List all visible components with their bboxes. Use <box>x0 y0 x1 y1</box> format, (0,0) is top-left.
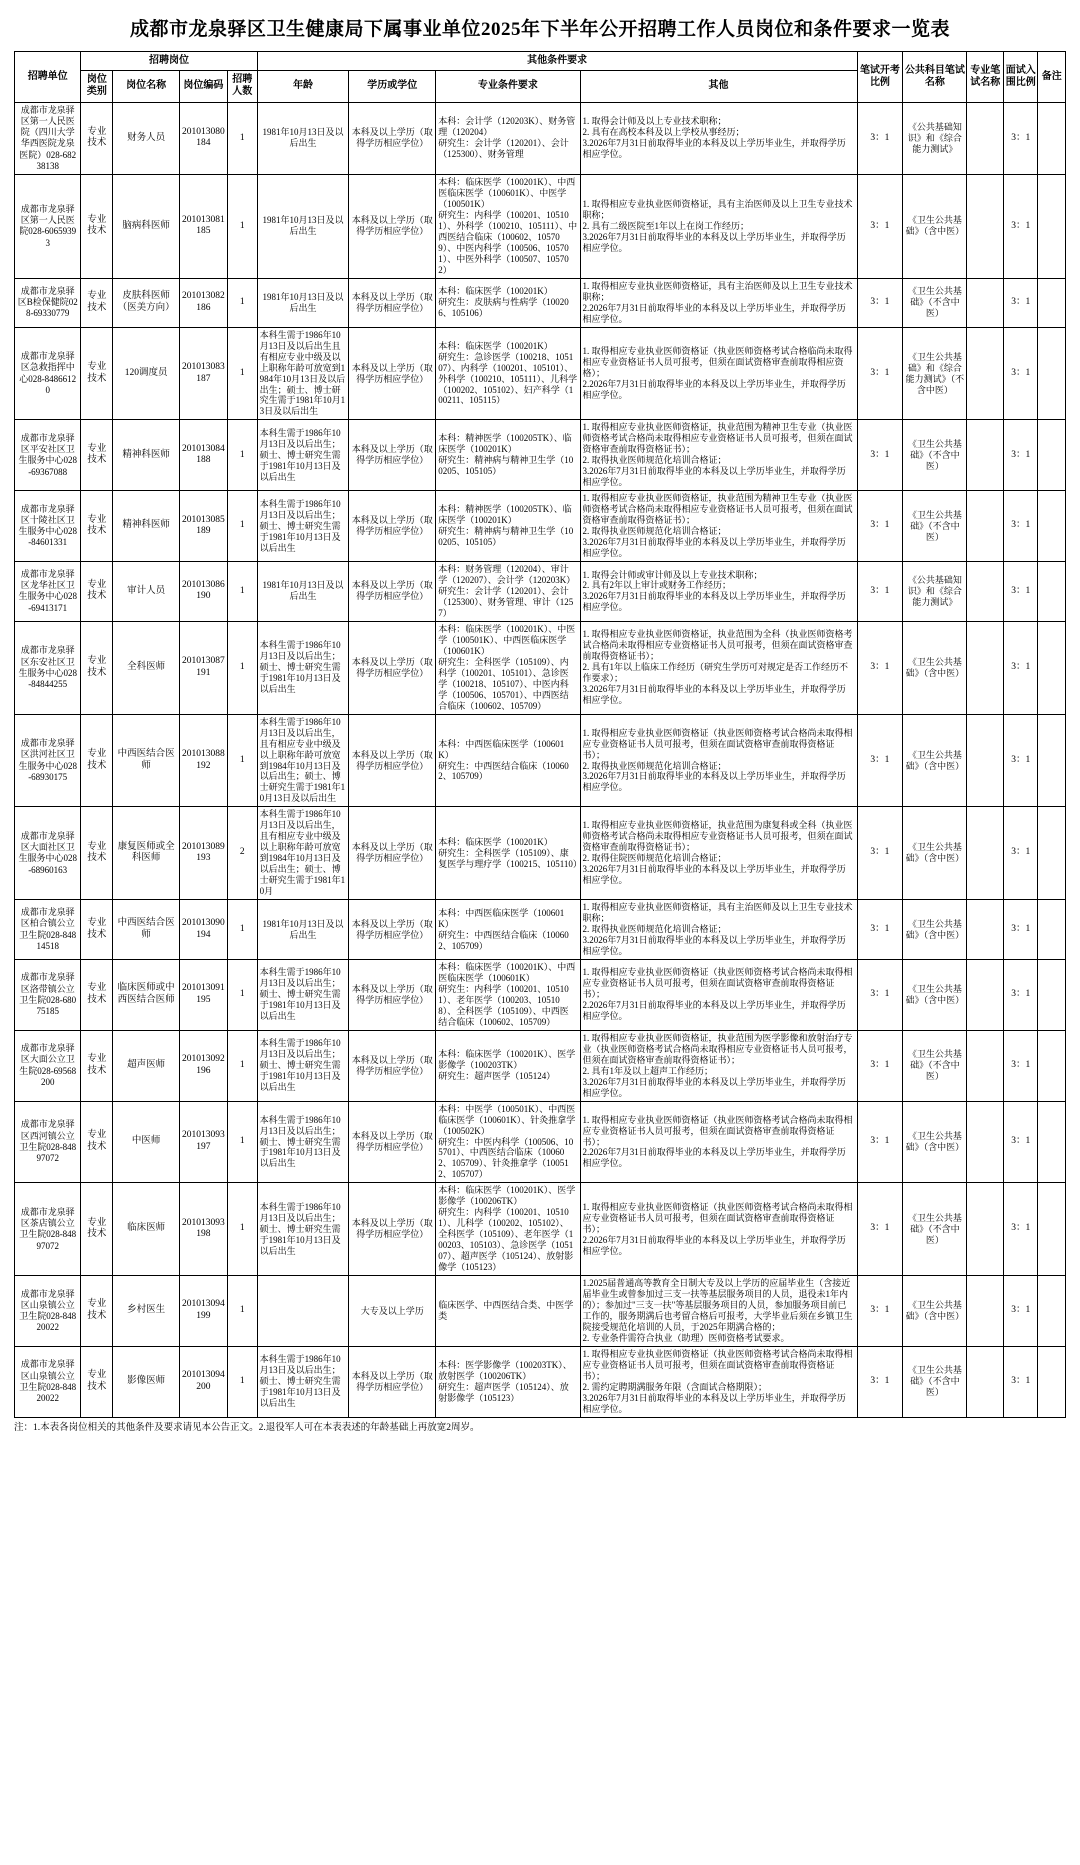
table-row <box>15 327 1066 420</box>
table-row <box>15 1030 1066 1101</box>
cell-major: 临床医学、中西医结合类、中医学类 <box>436 1276 580 1347</box>
cell-post-type: 专业技术 <box>81 1101 113 1183</box>
table-row <box>15 1276 1066 1347</box>
cell-remark <box>1038 420 1066 491</box>
cell-other: 1. 取得相应专业执业医师资格证（执业医师资格考试合格尚未取得相应专业资格证书人员可报考，但须在面试资格审查前取得资格证书）； 2.2026年7月31日前取得毕业的本科及以上学历毕业生，并取得学历相应学位。 <box>580 959 857 1030</box>
cell-military-subject <box>967 1030 1004 1101</box>
cell-major: 本科：中西医临床医学（100601K） 研究生：中西医结合临床（100602、105709） <box>436 900 580 960</box>
th-post-name: 岗位名称 <box>113 71 179 102</box>
cell-other: 1. 取得相应专业执业医师资格证，具有主治医师及以上卫生专业技术职称； 2.2026年7月31日前取得毕业的本科及以上学历毕业生，并取得学历相应学位。 <box>580 278 857 327</box>
cell-interview-ratio: 3：1 <box>1004 959 1038 1030</box>
cell-interview-ratio: 3：1 <box>1004 562 1038 622</box>
table-row <box>15 1346 1066 1417</box>
th-post-group: 招聘岗位 <box>81 52 257 71</box>
cell-education: 本科及以上学历（取得学历相应学位） <box>349 1346 436 1417</box>
cell-unit: 成都市龙泉驿区山泉镇公立卫生院028-84820022 <box>15 1276 81 1347</box>
cell-age: 本科生需于1986年10月13日及以后出生；硕士、博士研究生需于1981年10月13日及以后出生 <box>257 1101 349 1183</box>
th-public-subject: 公共科目笔试名称 <box>903 52 967 103</box>
cell-age: 本科生需于1986年10月13日及以后出生；硕士、博士研究生需于1981年10月13日及以后出生 <box>257 420 349 491</box>
th-education: 学历或学位 <box>349 71 436 102</box>
cell-unit: 成都市龙泉驿区西河镇公立卫生院028-84897072 <box>15 1101 81 1183</box>
cell-interview-ratio: 3：1 <box>1004 175 1038 279</box>
table-row <box>15 900 1066 960</box>
cell-post-type: 专业技术 <box>81 562 113 622</box>
cell-remark <box>1038 807 1066 900</box>
cell-post-code: 201013086190 <box>179 562 227 622</box>
cell-post-code: 201013088192 <box>179 714 227 807</box>
cell-age: 1981年10月13日及以后出生 <box>257 900 349 960</box>
cell-education: 本科及以上学历（取得学历相应学位） <box>349 807 436 900</box>
cell-exam-ratio: 3：1 <box>857 714 903 807</box>
cell-interview-ratio: 3：1 <box>1004 900 1038 960</box>
cell-interview-ratio: 3：1 <box>1004 621 1038 714</box>
cell-other: 1. 取得相应专业执业医师资格证（执业医师资格考试合格尚未取得相应专业资格证书人员可报考，但须在面试资格审查前取得资格证书）； 2. 需约定聘期满服务年限（含面试合格期限）； 3.2026年7月31日前取得毕业的本科及以上学历毕业生，并取得学历相应学位。 <box>580 1346 857 1417</box>
cell-age: 本科生需于1986年10月13日及以后出生，且有相应专业中级及以上职称年龄可放宽到1984年10月13日及以后出生；硕士、博士研究生需于1981年10月13日及以后出生 <box>257 714 349 807</box>
cell-other: 1. 取得相应专业执业医师资格证，执业范围为精神卫生专业（执业医师资格考试合格尚未取得相应专业资格证书人员可报考，但须在面试资格审查前取得资格证书）； 2. 取得执业医师规范化培训合格证； 3.2026年7月31日前取得毕业的本科及以上学历毕业生，并取得学历相应学位。 <box>580 491 857 562</box>
cell-education: 本科及以上学历（取得学历相应学位） <box>349 278 436 327</box>
cell-age: 1981年10月13日及以后出生 <box>257 175 349 279</box>
cell-headcount: 2 <box>227 807 257 900</box>
cell-military-subject <box>967 959 1004 1030</box>
table-row <box>15 102 1066 175</box>
cell-unit: 成都市龙泉驿区山泉镇公立卫生院028-84820022 <box>15 1346 81 1417</box>
table-row <box>15 278 1066 327</box>
cell-unit: 成都市龙泉驿区第一人民医院028-60659393 <box>15 175 81 279</box>
cell-unit: 成都市龙泉驿区B检保健院028-69330779 <box>15 278 81 327</box>
cell-headcount: 1 <box>227 1030 257 1101</box>
cell-post-code: 201013091195 <box>179 959 227 1030</box>
cell-exam-ratio: 3：1 <box>857 278 903 327</box>
cell-post-name: 影像医师 <box>113 1346 179 1417</box>
cell-major: 本科：临床医学（100201K）、中西医临床医学（100601K）、中医学（100501K） 研究生：内科学（100201、105101）、外科学（100210、105111）、中西医结合临床（100602、105709）、中医内科学（100506、105701）、中医外科学（100507、105702） <box>436 175 580 279</box>
cell-post-name: 中医师 <box>113 1101 179 1183</box>
cell-interview-ratio: 3：1 <box>1004 420 1038 491</box>
cell-post-name: 中西医结合医师 <box>113 714 179 807</box>
cell-unit: 成都市龙泉驿区洛带镇公立卫生院028-68075185 <box>15 959 81 1030</box>
cell-education: 本科及以上学历（取得学历相应学位） <box>349 327 436 420</box>
cell-post-name: 脑病科医师 <box>113 175 179 279</box>
cell-post-type: 专业技术 <box>81 621 113 714</box>
cell-remark <box>1038 175 1066 279</box>
table-row <box>15 1101 1066 1183</box>
cell-military-subject <box>967 491 1004 562</box>
cell-headcount: 1 <box>227 714 257 807</box>
cell-major: 本科：临床医学（100201K）、中医学（100501K）、中西医临床医学（100601K） 研究生：全科医学（105109）、内科学（100201、105101）、急诊医学（100218、105107）、中医内科学（100506、105701）、中西医结合临床（100602、105709） <box>436 621 580 714</box>
cell-major: 本科：会计学（120203K）、财务管理（120204） 研究生：会计学（120201）、会计（125300）、财务管理 <box>436 102 580 175</box>
cell-unit: 成都市龙泉驿区大面社区卫生服务中心028-68960163 <box>15 807 81 900</box>
cell-major: 本科：精神医学（100205TK）、临床医学（100201K） 研究生：精神病与精神卫生学（100205、105105） <box>436 491 580 562</box>
cell-military-subject <box>967 807 1004 900</box>
cell-unit: 成都市龙泉驿区柏合镇公立卫生院028-84814518 <box>15 900 81 960</box>
cell-major: 本科：财务管理（120204）、审计学（120207）、会计学（120203K） 研究生：会计学（120201）、会计（125300）、财务管理、审计（1257） <box>436 562 580 622</box>
th-remark: 备注 <box>1038 52 1066 103</box>
cell-major: 本科：临床医学（100201K）、中西医临床医学（100601K） 研究生：内科学（100201、105101）、老年医学（100203、105108）、全科医学（105109）、中西医结合临床（100602、105709） <box>436 959 580 1030</box>
cell-interview-ratio: 3：1 <box>1004 714 1038 807</box>
cell-education: 本科及以上学历（取得学历相应学位） <box>349 175 436 279</box>
cell-exam-ratio: 3：1 <box>857 900 903 960</box>
cell-other: 1. 取得相应专业执业医师资格证，执业范围为康复科或全科（执业医师资格考试合格尚未取得相应专业资格证书人员可报考，但须在面试资格审查前取得资格证书）； 2. 取得住院医师规范化培训合格证； 3.2026年7月31日前取得毕业的本科及以上学历毕业生，并取得学历相应学位。 <box>580 807 857 900</box>
cell-education: 本科及以上学历（取得学历相应学位） <box>349 102 436 175</box>
cell-post-type: 专业技术 <box>81 491 113 562</box>
cell-remark <box>1038 327 1066 420</box>
cell-exam-ratio: 3：1 <box>857 420 903 491</box>
cell-public-subject: 《卫生公共基础》（不含中医） <box>903 1030 967 1101</box>
cell-public-subject: 《卫生公共基础》（含中医） <box>903 959 967 1030</box>
cell-other: 1. 取得相应专业执业医师资格证（执业医师资格考试合格尚未取得相应专业资格证书人员可报考，但须在面试资格审查前取得资格证书）； 2.2026年7月31日前取得毕业的本科及以上学历毕业生，并取得学历相应学位。 <box>580 1101 857 1183</box>
cell-other: 1. 取得相应专业执业医师资格证（执业医师资格考试合格尚未取得相应专业资格证书人员可报考，但须在面试资格审查前取得资格证书）； 2. 取得执业医师规范化培训合格证； 3.2026年7月31日前取得毕业的本科及以上学历毕业生，并取得学历相应学位。 <box>580 714 857 807</box>
cell-post-name: 临床医师 <box>113 1183 179 1276</box>
cell-remark <box>1038 959 1066 1030</box>
cell-exam-ratio: 3：1 <box>857 1101 903 1183</box>
cell-interview-ratio: 3：1 <box>1004 807 1038 900</box>
cell-other: 1. 取得相应专业执业医师资格证（执业医师资格考试合格尚未取得相应专业资格证书人员可报考，但须在面试资格审查前取得资格证书）； 2.2026年7月31日前取得毕业的本科及以上学历毕业生，并取得学历相应学位。 <box>580 1183 857 1276</box>
cell-public-subject: 《卫生公共基础》（不含中医） <box>903 1183 967 1276</box>
cell-education: 本科及以上学历（取得学历相应学位） <box>349 714 436 807</box>
cell-remark <box>1038 714 1066 807</box>
cell-interview-ratio: 3：1 <box>1004 1276 1038 1347</box>
cell-age: 1981年10月13日及以后出生 <box>257 102 349 175</box>
cell-public-subject: 《卫生公共基础》（不含中医） <box>903 278 967 327</box>
cell-exam-ratio: 3：1 <box>857 102 903 175</box>
table-body <box>15 102 1066 1417</box>
cell-public-subject: 《卫生公共基础》（含中医） <box>903 714 967 807</box>
cell-major: 本科：临床医学（100201K）、医学影像学（100203TK） 研究生：超声医学（105124） <box>436 1030 580 1101</box>
cell-post-code: 201013085189 <box>179 491 227 562</box>
cell-unit: 成都市龙泉驿区十陵社区卫生服务中心028-84601331 <box>15 491 81 562</box>
cell-exam-ratio: 3：1 <box>857 807 903 900</box>
cell-unit: 成都市龙泉驿区东安社区卫生服务中心028-84844255 <box>15 621 81 714</box>
cell-other: 1. 取得相应专业执业医师资格证，具有主治医师及以上卫生专业技术职称； 2. 具有二级医院至1年以上在岗工作经历； 3.2026年7月31日前取得毕业的本科及以上学历毕业生，并取得学历相应学位。 <box>580 175 857 279</box>
table-row <box>15 807 1066 900</box>
cell-post-code: 201013083187 <box>179 327 227 420</box>
cell-other: 1. 取得相应专业执业医师资格证，执业范围为精神卫生专业（执业医师资格考试合格尚未取得相应专业资格证书人员可报考，但须在面试资格审查前取得资格证书）； 2. 取得执业医师规范化培训合格证； 3.2026年7月31日前取得毕业的本科及以上学历毕业生，并取得学历相应学位。 <box>580 420 857 491</box>
cell-remark <box>1038 102 1066 175</box>
cell-unit: 成都市龙泉驿区龙华社区卫生服务中心028-69413171 <box>15 562 81 622</box>
cell-exam-ratio: 3：1 <box>857 562 903 622</box>
cell-exam-ratio: 3：1 <box>857 327 903 420</box>
cell-post-name: 审计人员 <box>113 562 179 622</box>
cell-remark <box>1038 1276 1066 1347</box>
cell-military-subject <box>967 175 1004 279</box>
cell-post-code: 201013084188 <box>179 420 227 491</box>
cell-major: 本科：临床医学（100201K） 研究生：皮肤病与性病学（100206、105106） <box>436 278 580 327</box>
cell-post-type: 专业技术 <box>81 807 113 900</box>
cell-public-subject: 《卫生公共基础》（含中医） <box>903 1101 967 1183</box>
page-title: 成都市龙泉驿区卫生健康局下属事业单位2025年下半年公开招聘工作人员岗位和条件要求一览表 <box>129 19 950 40</box>
cell-remark <box>1038 1101 1066 1183</box>
cell-education: 本科及以上学历（取得学历相应学位） <box>349 420 436 491</box>
th-other: 其他 <box>580 71 857 102</box>
cell-interview-ratio: 3：1 <box>1004 1183 1038 1276</box>
cell-military-subject <box>967 1101 1004 1183</box>
cell-post-name: 120调度员 <box>113 327 179 420</box>
cell-interview-ratio: 3：1 <box>1004 278 1038 327</box>
cell-post-code: 201013082186 <box>179 278 227 327</box>
th-major: 专业条件要求 <box>436 71 580 102</box>
cell-other: 1. 取得相应专业执业医师资格证（执业医师资格考试合格临尚未取得相应专业资格证书人员可报考，但须在面试资格审查前取得相应资格）； 2.2026年7月31日前取得毕业的本科及以上学历毕业生，并取得学历相应学位。 <box>580 327 857 420</box>
recruitment-table <box>14 51 1066 1418</box>
cell-post-name: 财务人员 <box>113 102 179 175</box>
table-footnote: 注：1.本表各岗位相关的其他条件及要求请见本公告正文。2.退役军人可在本表表述的年龄基础上再放宽2周岁。 <box>14 1422 480 1433</box>
cell-headcount: 1 <box>227 175 257 279</box>
table-row <box>15 621 1066 714</box>
cell-post-name: 全科医师 <box>113 621 179 714</box>
cell-exam-ratio: 3：1 <box>857 959 903 1030</box>
cell-military-subject <box>967 562 1004 622</box>
th-conditions-group: 其他条件要求 <box>257 52 857 71</box>
cell-exam-ratio: 3：1 <box>857 491 903 562</box>
cell-other: 1.2025届普通高等教育全日制大专及以上学历的应届毕业生（含接近届毕业生或曾参加过三支一扶等基层服务项目的人员，退役未1年内的）；参加过"三支一扶"等基层服务项目的人员，参加服务项目前已工作的，服务期满后也考留合格后可报考，大学毕业后须在乡镇卫生院接受规范化培训的人员，于2025年期满合格的； 2. 专业条件需符合执业（助理）医师资格考试要求。 <box>580 1276 857 1347</box>
cell-public-subject: 《卫生公共基础》（含中医） <box>903 175 967 279</box>
cell-exam-ratio: 3：1 <box>857 1346 903 1417</box>
cell-public-subject: 《卫生公共基础》（含中医） <box>903 807 967 900</box>
cell-post-type: 专业技术 <box>81 278 113 327</box>
cell-unit: 成都市龙泉驿区大面公立卫生院028-69568200 <box>15 1030 81 1101</box>
cell-post-type: 专业技术 <box>81 959 113 1030</box>
cell-public-subject: 《卫生公共基础》（含中医） <box>903 1276 967 1347</box>
cell-headcount: 1 <box>227 1101 257 1183</box>
cell-other: 1. 取得会计师或审计师及以上专业技术职称； 2. 具有2年以上审计或财务工作经历； 3.2026年7月31日前取得毕业的本科及以上学历毕业生，并取得学历相应学位。 <box>580 562 857 622</box>
table-row <box>15 175 1066 279</box>
cell-public-subject: 《卫生公共基础》（不含中医） <box>903 491 967 562</box>
cell-post-code: 201013093197 <box>179 1101 227 1183</box>
cell-military-subject <box>967 900 1004 960</box>
cell-public-subject: 《公共基础知识》和《综合能力测试》 <box>903 102 967 175</box>
th-post-type: 岗位类别 <box>81 71 113 102</box>
cell-headcount: 1 <box>227 102 257 175</box>
cell-post-type: 专业技术 <box>81 1346 113 1417</box>
cell-other: 1. 取得相应专业执业医师资格证，具有主治医师及以上卫生专业技术职称； 2. 取得执业医师规范化培训合格证； 3.2026年7月31日前取得毕业的本科及以上学历毕业生，并取得学历相应学位。 <box>580 900 857 960</box>
cell-headcount: 1 <box>227 562 257 622</box>
cell-post-code: 201013080184 <box>179 102 227 175</box>
cell-unit: 成都市龙泉驿区茶店镇公立卫生院028-84897072 <box>15 1183 81 1276</box>
cell-post-code: 201013081185 <box>179 175 227 279</box>
cell-exam-ratio: 3：1 <box>857 1276 903 1347</box>
cell-interview-ratio: 3：1 <box>1004 1030 1038 1101</box>
cell-post-name: 精神科医师 <box>113 491 179 562</box>
table-row <box>15 1183 1066 1276</box>
cell-exam-ratio: 3：1 <box>857 1030 903 1101</box>
cell-post-type: 专业技术 <box>81 900 113 960</box>
cell-major: 本科：临床医学（100201K） 研究生：急诊医学（100218、105107）、内科学（100201、105101）、外科学（100210、105111）、儿科学（100202、105102）、妇产科学（100211、105115） <box>436 327 580 420</box>
cell-major: 本科：临床医学（100201K） 研究生：全科医学（105109）、康复医学与理疗学（100215、105110） <box>436 807 580 900</box>
cell-public-subject: 《卫生公共基础》和《综合能力测试》（不含中医） <box>903 327 967 420</box>
cell-headcount: 1 <box>227 491 257 562</box>
cell-headcount: 1 <box>227 900 257 960</box>
cell-remark <box>1038 1030 1066 1101</box>
cell-interview-ratio: 3：1 <box>1004 327 1038 420</box>
cell-headcount: 1 <box>227 959 257 1030</box>
cell-military-subject <box>967 102 1004 175</box>
cell-military-subject <box>967 420 1004 491</box>
cell-age: 本科生需于1986年10月13日及以后出生，且有相应专业中级及以上职称年龄可放宽到1984年10月13日及以后出生；硕士、博士研究生需于1981年10月 <box>257 807 349 900</box>
table-row <box>15 714 1066 807</box>
cell-age: 本科生需于1986年10月13日及以后出生；硕士、博士研究生需于1981年10月13日及以后出生 <box>257 621 349 714</box>
cell-age: 本科生需于1986年10月13日及以后出生；硕士、博士研究生需于1981年10月13日及以后出生 <box>257 1346 349 1417</box>
cell-major: 本科：精神医学（100205TK）、临床医学（100201K） 研究生：精神病与精神卫生学（100205、105105） <box>436 420 580 491</box>
table-row <box>15 562 1066 622</box>
cell-public-subject: 《公共基础知识》和《综合能力测试》 <box>903 562 967 622</box>
cell-post-name: 康复医师或全科医师 <box>113 807 179 900</box>
cell-public-subject: 《卫生公共基础》（不含中医） <box>903 420 967 491</box>
cell-post-type: 专业技术 <box>81 420 113 491</box>
cell-education: 本科及以上学历（取得学历相应学位） <box>349 621 436 714</box>
cell-unit: 成都市龙泉驿区第一人民医院（四川大学华西医院龙泉医院）028-68238138 <box>15 102 81 175</box>
cell-post-code: 201013094199 <box>179 1276 227 1347</box>
cell-other: 1. 取得相应专业执业医师资格证，执业范围为全科（执业医师资格考试合格尚未取得相应专业资格证书人员可报考，但须在面试资格审查前取得资格证书）； 2. 具有1年以上临床工作经历（研究生学历可对规定是否工作经历不作要求）； 3.2026年7月31日前取得毕业的本科及以上学历毕业生，并取得学历相应学位。 <box>580 621 857 714</box>
cell-military-subject <box>967 278 1004 327</box>
cell-headcount: 1 <box>227 1276 257 1347</box>
table-row <box>15 491 1066 562</box>
cell-other: 1. 取得会计师及以上专业技术职称； 2. 具有在高校本科及以上学校从事经历； 3.2026年7月31日前取得毕业的本科及以上学历毕业生，并取得学历相应学位。 <box>580 102 857 175</box>
cell-post-code: 201013093198 <box>179 1183 227 1276</box>
cell-post-type: 专业技术 <box>81 1183 113 1276</box>
cell-other: 1. 取得相应专业执业医师资格证，执业范围为医学影像和放射治疗专业（执业医师资格考试合格尚未取得相应专业资格证书人员可报考，但须在面试资格审查前取得资格证书）； 2. 具有1年及以上超声工作经历； 3.2026年7月31日前取得毕业的本科及以上学历毕业生，并取得学历相应学位。 <box>580 1030 857 1101</box>
th-interview-ratio: 面试入围比例 <box>1004 52 1038 103</box>
cell-major: 本科：中医学（100501K）、中西医临床医学（100601K）、针灸推拿学（100502K） 研究生：中医内科学（100506、105701）、中西医结合临床（100602、105709）、针灸推拿学（100512、105707） <box>436 1101 580 1183</box>
cell-age: 本科生需于1986年10月13日及以后出生；硕士、博士研究生需于1981年10月13日及以后出生 <box>257 1183 349 1276</box>
cell-remark <box>1038 278 1066 327</box>
th-age: 年龄 <box>257 71 349 102</box>
cell-military-subject <box>967 1276 1004 1347</box>
cell-post-type: 专业技术 <box>81 175 113 279</box>
cell-major: 本科：临床医学（100201K）、医学影像学（100206TK） 研究生：内科学（100201、105101）、儿科学（100202、105102）、全科医学（105109）、老年医学（100203、105103）、急诊医学（105107）、超声医学（105124）、放射影像学（105123） <box>436 1183 580 1276</box>
cell-military-subject <box>967 621 1004 714</box>
cell-post-name: 临床医师或中西医结合医师 <box>113 959 179 1030</box>
cell-military-subject <box>967 1346 1004 1417</box>
cell-interview-ratio: 3：1 <box>1004 491 1038 562</box>
cell-headcount: 1 <box>227 621 257 714</box>
cell-education: 本科及以上学历（取得学历相应学位） <box>349 959 436 1030</box>
cell-post-name: 中西医结合医师 <box>113 900 179 960</box>
cell-major: 本科：中西医临床医学（100601K） 研究生：中西医结合临床（100602、105709） <box>436 714 580 807</box>
cell-headcount: 1 <box>227 1346 257 1417</box>
cell-age: 1981年10月13日及以后出生 <box>257 562 349 622</box>
cell-exam-ratio: 3：1 <box>857 175 903 279</box>
cell-public-subject: 《卫生公共基础》（含中医） <box>903 900 967 960</box>
cell-post-code: 201013092196 <box>179 1030 227 1101</box>
cell-headcount: 1 <box>227 327 257 420</box>
cell-public-subject: 《卫生公共基础》（不含中医） <box>903 1346 967 1417</box>
cell-military-subject <box>967 714 1004 807</box>
cell-education: 本科及以上学历（取得学历相应学位） <box>349 1183 436 1276</box>
cell-education: 本科及以上学历（取得学历相应学位） <box>349 491 436 562</box>
cell-post-type: 专业技术 <box>81 102 113 175</box>
cell-military-subject <box>967 1183 1004 1276</box>
cell-post-code: 201013090194 <box>179 900 227 960</box>
cell-post-name: 精神科医师 <box>113 420 179 491</box>
cell-age <box>257 1276 349 1347</box>
cell-headcount: 1 <box>227 1183 257 1276</box>
cell-education: 本科及以上学历（取得学历相应学位） <box>349 1101 436 1183</box>
cell-age: 本科生需于1986年10月13日及以后出生；硕士、博士研究生需于1981年10月13日及以后出生 <box>257 491 349 562</box>
cell-education: 大专及以上学历 <box>349 1276 436 1347</box>
cell-remark <box>1038 900 1066 960</box>
cell-post-name: 皮肤科医师（医美方向） <box>113 278 179 327</box>
cell-age: 本科生需于1986年10月13日及以后出生；硕士、博士研究生需于1981年10月13日及以后出生 <box>257 1030 349 1101</box>
th-post-code: 岗位编码 <box>179 71 227 102</box>
cell-interview-ratio: 3：1 <box>1004 102 1038 175</box>
cell-remark <box>1038 491 1066 562</box>
cell-education: 本科及以上学历（取得学历相应学位） <box>349 562 436 622</box>
cell-remark <box>1038 562 1066 622</box>
th-exam-ratio: 笔试开考比例 <box>857 52 903 103</box>
cell-interview-ratio: 3：1 <box>1004 1346 1038 1417</box>
cell-post-code: 201013087191 <box>179 621 227 714</box>
cell-age: 1981年10月13日及以后出生 <box>257 278 349 327</box>
cell-headcount: 1 <box>227 278 257 327</box>
cell-public-subject: 《卫生公共基础》（含中医） <box>903 621 967 714</box>
cell-post-type: 专业技术 <box>81 714 113 807</box>
cell-age: 本科生需于1986年10月13日及以后出生且有相应专业中级及以上职称年龄可放宽到1984年10月13日及以后出生；硕士、博士研究生需于1981年10月13日及以后出生 <box>257 327 349 420</box>
cell-age: 本科生需于1986年10月13日及以后出生；硕士、博士研究生需于1981年10月13日及以后出生 <box>257 959 349 1030</box>
cell-post-name: 乡村医生 <box>113 1276 179 1347</box>
table-row <box>15 959 1066 1030</box>
cell-military-subject <box>967 327 1004 420</box>
cell-education: 本科及以上学历（取得学历相应学位） <box>349 900 436 960</box>
table-row <box>15 420 1066 491</box>
cell-exam-ratio: 3：1 <box>857 621 903 714</box>
th-military: 专业笔试名称 <box>967 52 1004 103</box>
cell-education: 本科及以上学历（取得学历相应学位） <box>349 1030 436 1101</box>
cell-exam-ratio: 3：1 <box>857 1183 903 1276</box>
cell-remark <box>1038 1183 1066 1276</box>
th-unit: 招聘单位 <box>15 52 81 103</box>
table-header <box>15 52 1066 103</box>
cell-post-type: 专业技术 <box>81 327 113 420</box>
cell-post-name: 超声医师 <box>113 1030 179 1101</box>
cell-post-code: 201013094200 <box>179 1346 227 1417</box>
cell-remark <box>1038 621 1066 714</box>
cell-unit: 成都市龙泉驿区急救指挥中心028-84866120 <box>15 327 81 420</box>
cell-major: 本科：医学影像学（100203TK）、放射医学（100206TK） 研究生：超声医学（105124）、放射影像学（105123） <box>436 1346 580 1417</box>
cell-headcount: 1 <box>227 420 257 491</box>
cell-unit: 成都市龙泉驿区平安社区卫生服务中心028-69367088 <box>15 420 81 491</box>
th-headcount: 招聘人数 <box>227 71 257 102</box>
cell-post-type: 专业技术 <box>81 1276 113 1347</box>
cell-remark <box>1038 1346 1066 1417</box>
cell-post-type: 专业技术 <box>81 1030 113 1101</box>
cell-post-code: 201013089193 <box>179 807 227 900</box>
cell-interview-ratio: 3：1 <box>1004 1101 1038 1183</box>
cell-unit: 成都市龙泉驿区洪河社区卫生服务中心028-68930175 <box>15 714 81 807</box>
